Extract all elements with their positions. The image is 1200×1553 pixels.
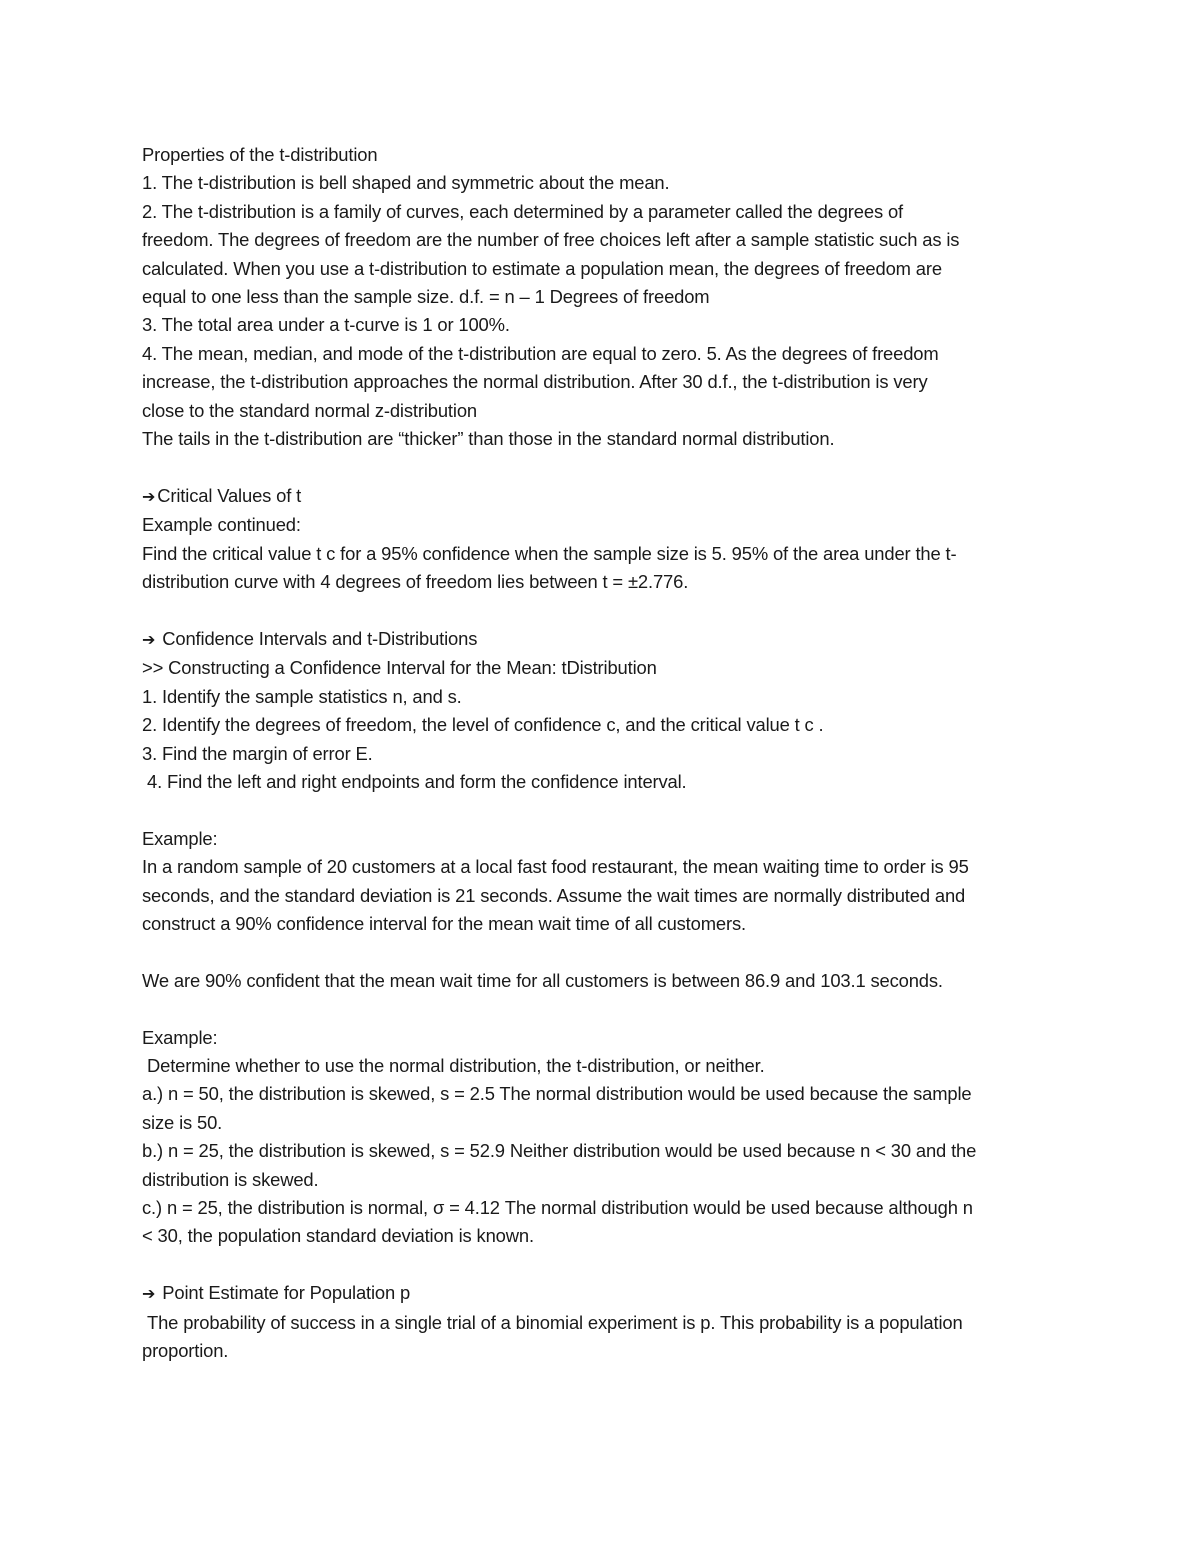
example-line: a.) n = 50, the distribution is skewed, s = 2.5 The normal distribution would be used because the sample [142, 1083, 972, 1105]
right-arrow-icon: ➔ [142, 629, 156, 649]
blank-line [142, 596, 1062, 624]
example-line: c.) n = 25, the distribution is normal, σ = 4.12 The normal distribution would be used because although n [142, 1196, 973, 1218]
example-line: b.) n = 25, the distribution is skewed, s = 52.9 Neither distribution would be used because n < 30 and the [142, 1140, 977, 1162]
example-label: Example: [142, 827, 218, 849]
properties-line: 3. The total area under a t-curve is 1 or 100%. [142, 314, 510, 336]
point-estimate-heading: Point Estimate for Population p [162, 1282, 411, 1304]
example-line: distribution is skewed. [142, 1168, 319, 1190]
example-line: construct a 90% confidence interval for the mean wait time of all customers. [142, 912, 746, 934]
properties-line: 2. The t-distribution is a family of curves, each determined by a parameter called the degrees of [142, 200, 903, 222]
critical-values-line: Find the critical value t c for a 95% confidence when the sample size is 5. 95% of the area under the t- [142, 542, 957, 564]
blank-line [142, 995, 1062, 1023]
critical-values-subheading: Example continued: [142, 514, 301, 536]
properties-line: freedom. The degrees of freedom are the number of free choices left after a sample statistic such as is [142, 229, 960, 251]
properties-line: close to the standard normal z-distribution [142, 399, 477, 421]
properties-line: 4. The mean, median, and mode of the t-distribution are equal to zero. 5. As the degrees of freedom [142, 342, 939, 364]
point-estimate-heading-row [142, 1279, 1062, 1308]
confidence-interval-step: 2. Identify the degrees of freedom, the level of confidence c, and the critical value t c . [142, 714, 824, 736]
confidence-intervals-subheading: >> Constructing a Confidence Interval for the Mean: tDistribution [142, 657, 657, 679]
blank-line [142, 938, 1062, 966]
blank-line [142, 796, 1062, 824]
properties-line: equal to one less than the sample size. d.f. = n – 1 Degrees of freedom [142, 286, 710, 308]
confidence-interval-step: 3. Find the margin of error E. [142, 742, 373, 764]
example-line: size is 50. [142, 1111, 223, 1133]
confidence-interval-step: 4. Find the left and right endpoints and form the confidence interval. [147, 770, 687, 792]
blank-line [142, 1251, 1062, 1279]
document-page [142, 141, 1062, 1365]
properties-line: The tails in the t-distribution are “thicker” than those in the standard normal distribution. [142, 428, 835, 450]
properties-line: 1. The t-distribution is bell shaped and symmetric about the mean. [142, 172, 670, 194]
confidence-intervals-heading-row [142, 625, 1062, 654]
critical-values-heading: Critical Values of t [157, 484, 302, 506]
confidence-intervals-heading: Confidence Intervals and t-Distributions [162, 627, 478, 649]
critical-values-line: distribution curve with 4 degrees of freedom lies between t = ±2.776. [142, 571, 689, 593]
right-arrow-icon: ➔ [142, 486, 156, 506]
confidence-interval-step: 1. Identify the sample statistics n, and s. [142, 685, 462, 707]
example-line: < 30, the population standard deviation is known. [142, 1225, 534, 1247]
properties-line: calculated. When you use a t-distribution to estimate a population mean, the degrees of freedom are [142, 257, 942, 279]
point-estimate-line: proportion. [142, 1339, 229, 1361]
right-arrow-icon: ➔ [142, 1284, 156, 1304]
point-estimate-line: The probability of success in a single trial of a binomial experiment is p. This probability is a population [147, 1311, 963, 1333]
blank-line [142, 453, 1062, 481]
properties-line: increase, the t-distribution approaches the normal distribution. After 30 d.f., the t-distribution is very [142, 371, 928, 393]
example-prompt: Determine whether to use the normal distribution, the t-distribution, or neither. [147, 1054, 765, 1076]
example-line: In a random sample of 20 customers at a local fast food restaurant, the mean waiting time to order is 95 [142, 856, 969, 878]
example-conclusion: We are 90% confident that the mean wait time for all customers is between 86.9 and 103.1 seconds. [142, 969, 943, 991]
critical-values-heading-row [142, 482, 1062, 511]
properties-heading: Properties of the t-distribution [142, 144, 378, 165]
example-line: seconds, and the standard deviation is 21 seconds. Assume the wait times are normally distributed and [142, 884, 966, 906]
example-label: Example: [142, 1026, 218, 1048]
